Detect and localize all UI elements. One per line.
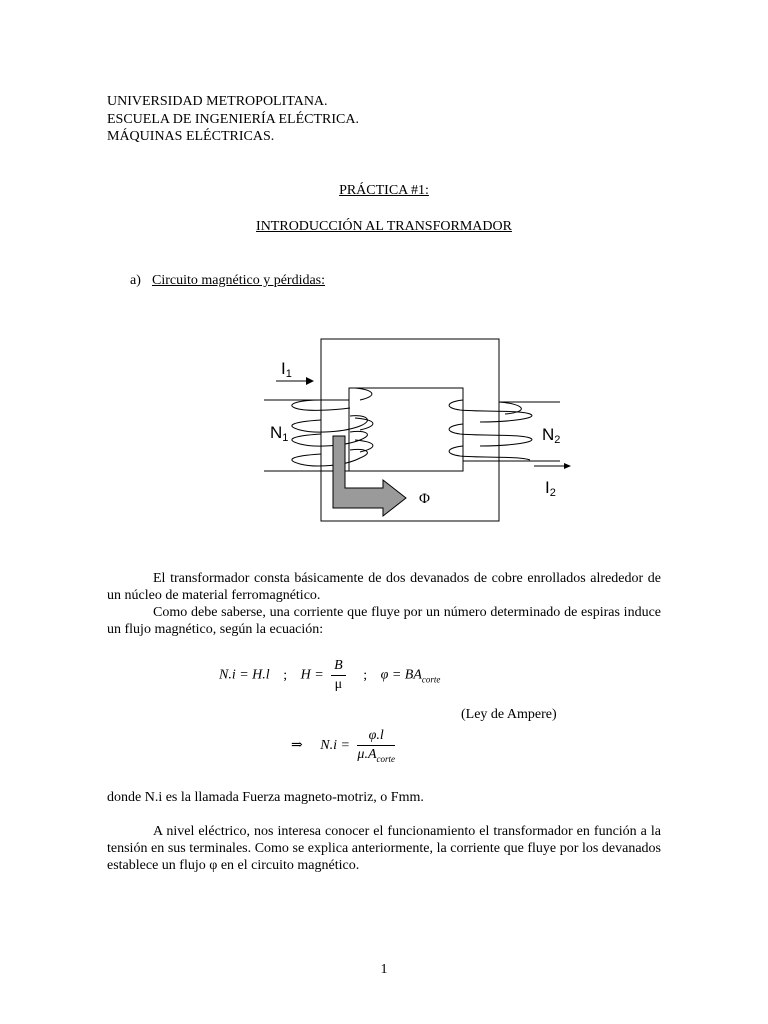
law-label: (Ley de Ampere) — [461, 707, 557, 722]
i1-arrowhead — [306, 377, 314, 385]
section-a-title: Circuito magnético y pérdidas: — [152, 273, 326, 288]
course-name: MÁQUINAS ELÉCTRICAS. — [107, 129, 275, 144]
paragraph-4: A nivel eléctrico, nos interesa conocer el funcionamiento el transformador en función a la tensión en sus terminales. Como se explica anteriormente, la corriente que fluye por los devanados establece un flujo φ en el circuito magnético. — [107, 824, 661, 873]
paragraph-1: El transformador consta básicamente de dos devanados de cobre enrollados alrededor de un núcleo de material ferromagnético. — [107, 571, 661, 603]
eq-fmm-lhs: N.i = — [320, 738, 350, 754]
eq-ampere-basic: N.i = H.l — [219, 667, 270, 683]
section-a-marker: a) — [130, 273, 141, 288]
label-phi: Φ — [419, 491, 430, 507]
transformer-diagram — [0, 330, 768, 530]
paragraph-3: donde N.i es la llamada Fuerza magneto-motriz, o Fmm. — [107, 790, 424, 805]
equation-2 — [291, 728, 399, 764]
eq-h-fraction: $\frac{B}{\mu}$ — [331, 658, 346, 693]
paragraph-2: Como debe saberse, una corriente que fluye por un número determinado de espiras induce un flujo magnético, según la ecuación: — [107, 605, 661, 637]
i2-arrowhead — [564, 463, 571, 469]
school-name: ESCUELA DE INGENIERÍA ELÉCTRICA. — [107, 112, 359, 127]
university-name: UNIVERSIDAD METROPOLITANA. — [107, 94, 328, 109]
eq-h-lhs: H = — [300, 667, 324, 683]
label-n1: N1 — [270, 423, 289, 444]
core-window — [349, 388, 463, 471]
label-n2: N2 — [542, 425, 561, 446]
eq-phi: φ = BA — [380, 667, 422, 683]
flux-arrow — [333, 436, 406, 516]
eq-fmm-fraction: $\frac{\varphi.l}{\mu.A_{corte}}$ — [357, 728, 396, 764]
secondary-winding — [449, 400, 532, 460]
main-title: INTRODUCCIÓN AL TRANSFORMADOR — [256, 219, 512, 234]
page-number: 1 — [380, 962, 388, 977]
practice-title: PRÁCTICA #1: — [339, 183, 429, 198]
equation-1: N.i = H.l ; H = $\frac{B}{\mu}$ ; $\varphi = BA_{corte}$ — [219, 658, 441, 692]
implies-symbol: ⇒ — [291, 738, 303, 754]
label-i1: I1 — [281, 359, 292, 380]
label-i2: I2 — [545, 478, 556, 499]
